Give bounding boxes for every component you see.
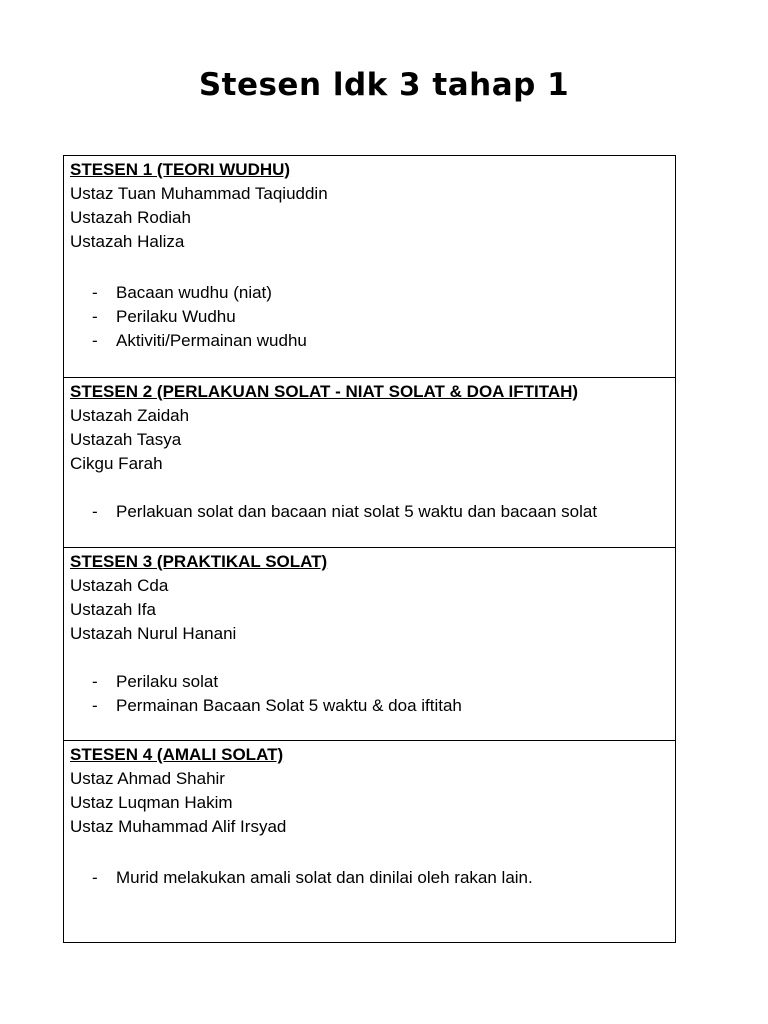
activity-item xyxy=(70,329,669,353)
station-2 xyxy=(64,377,675,547)
station-1-teacher: Ustazah Rodiah xyxy=(70,208,191,227)
bullet-dash: - xyxy=(92,502,98,521)
activity-text: Aktiviti/Permainan wudhu xyxy=(116,331,307,350)
station-4-teacher: Ustaz Ahmad Shahir xyxy=(70,769,225,788)
activity-item xyxy=(70,670,669,694)
bullet-dash: - xyxy=(92,868,98,887)
station-3-teacher: Ustazah Nurul Hanani xyxy=(70,624,237,643)
activity-item xyxy=(70,305,669,329)
spacer xyxy=(70,254,669,281)
station-3-heading: STESEN 3 (PRAKTIKAL SOLAT) xyxy=(70,552,328,571)
station-4-teacher: Ustaz Muhammad Alif Irsyad xyxy=(70,817,287,836)
bullet-dash: - xyxy=(92,307,98,326)
station-4-teacher: Ustaz Luqman Hakim xyxy=(70,793,233,812)
spacer xyxy=(70,646,669,670)
activity-text: Permainan Bacaan Solat 5 waktu & doa iftitah xyxy=(116,696,462,715)
bullet-dash: - xyxy=(92,331,98,350)
station-1-teacher: Ustaz Tuan Muhammad Taqiuddin xyxy=(70,184,328,203)
station-2-teacher: Ustazah Zaidah xyxy=(70,406,190,425)
station-3-teacher: Ustazah Ifa xyxy=(70,600,156,619)
station-2-teacher: Cikgu Farah xyxy=(70,454,163,473)
station-4-heading: STESEN 4 (AMALI SOLAT) xyxy=(70,745,284,764)
station-2-teacher: Ustazah Tasya xyxy=(70,430,182,449)
station-1 xyxy=(64,156,675,377)
spacer xyxy=(70,839,669,866)
activity-text: Bacaan wudhu (niat) xyxy=(116,283,272,302)
activity-item xyxy=(70,281,669,305)
activity-item xyxy=(70,694,669,718)
activity-text: Perlakuan solat dan bacaan niat solat 5 waktu dan bacaan solat xyxy=(116,502,598,521)
activity-item xyxy=(70,500,669,524)
stations-table xyxy=(63,155,676,943)
bullet-dash: - xyxy=(92,696,98,715)
station-3 xyxy=(64,547,675,740)
station-2-heading: STESEN 2 (PERLAKUAN SOLAT - NIAT SOLAT & DOA IFTITAH) xyxy=(70,382,579,401)
station-3-teacher: Ustazah Cda xyxy=(70,576,169,595)
bullet-dash: - xyxy=(92,283,98,302)
spacer xyxy=(70,476,669,500)
station-2-activities xyxy=(70,500,669,524)
station-1-teacher: Ustazah Haliza xyxy=(70,232,185,251)
station-3-activities xyxy=(70,670,669,718)
station-4 xyxy=(64,740,675,942)
activity-text: Murid melakukan amali solat dan dinilai oleh rakan lain. xyxy=(116,868,533,887)
activity-item xyxy=(70,866,669,890)
page-title: Stesen ldk 3 tahap 1 xyxy=(198,67,570,103)
activity-text: Perilaku solat xyxy=(116,672,219,691)
bullet-dash: - xyxy=(92,672,98,691)
station-4-activities xyxy=(70,866,669,890)
station-1-heading: STESEN 1 (TEORI WUDHU) xyxy=(70,160,291,179)
activity-text: Perilaku Wudhu xyxy=(116,307,236,326)
station-1-activities xyxy=(70,281,669,353)
